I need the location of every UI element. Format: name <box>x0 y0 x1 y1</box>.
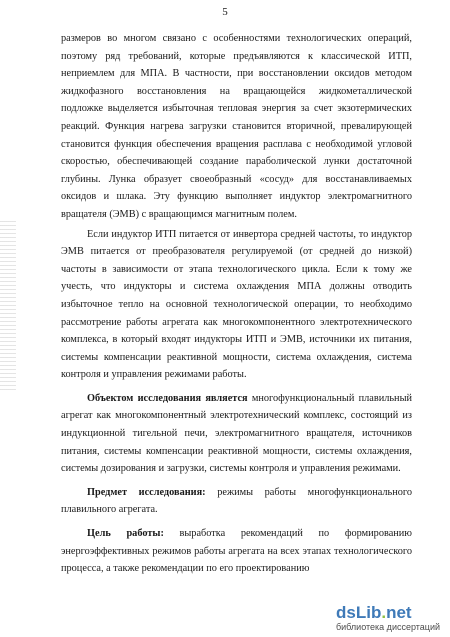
page-number: 5 <box>222 6 228 18</box>
scan-artifact <box>0 220 16 390</box>
watermark-logo[interactable] <box>336 604 444 633</box>
watermark-subtitle: библиотека диссертаций <box>336 622 441 632</box>
goal-text: выработка рекомендаций по формированию энергоэффективных режимов работы агрегата на всех этапах технологического процесса, а также рекомендации по его проектированию <box>61 528 412 575</box>
research-object-label: Объектом исследования является <box>87 392 248 404</box>
watermark-logo-text: dsLib.net <box>336 603 412 622</box>
paragraph-research-subject <box>61 484 412 519</box>
research-subject-text: режимы работы многофункционального плавильного агрегата. <box>61 486 412 516</box>
research-subject-label: Предмет исследования: <box>87 486 206 498</box>
paragraph-continuation: размеров во многом связано с особенностями технологических операций, поэтому ряд требований, которые предъявляются к классической ИТП, неприемлем для МПА. В частности, при восстановлении оксидов методом жидкофазного восстановления на вращающейся жидкометаллической подложке выделяется избыточная тепловая энергия за счет экзотермических реакций. Функция нагрева загрузки становится вторичной, превалирующей становится функция обеспечения вращения расплава с необходимой угловой скоростью, обеспечивающей создание параболической лунки достаточной глубины. Лунка образует своеобразный «сосуд» для восстанавливаемых оксидов и шлака. Эту функцию выполняет индуктор электромагнитного вращателя (ЭМВ) с вращающимся магнитным полем. <box>61 33 412 220</box>
research-object-text: многофункциональный плавильный агрегат как многокомпонентный электротехнический комплекс, состоящий из индукционной тигельной печи, электромагнитного вращателя, источников питания, системы компенсации реактивной мощности, системы охлаждения, системы дозирования и загрузки, системы контроля и управления режимами. <box>61 392 412 475</box>
goal-label: Цель работы: <box>87 528 164 540</box>
paragraph-goal <box>61 525 412 578</box>
document-body <box>61 30 412 578</box>
paragraph-power-supply: Если индуктор ИТП питается от инвертора средней частоты, то индуктор ЭМВ питается от преобразователя регулируемой (от средней до низкой) частоты в зависимости от этапа технологического цикла. Если к тому же учесть, что индукторы и система охлаждения МПА должны отводить избыточное тепло на основной технологической операции, то необходимо рассмотрение работы агрегата как многокомпонентного электротехнического комплекса, в который входят индукторы ИТП и ЭМВ, источники их питания, системы компенсации реактивной мощности, система охлаждения, система контроля и управления режимами работы. <box>61 228 412 381</box>
paragraph-research-object <box>61 390 412 478</box>
